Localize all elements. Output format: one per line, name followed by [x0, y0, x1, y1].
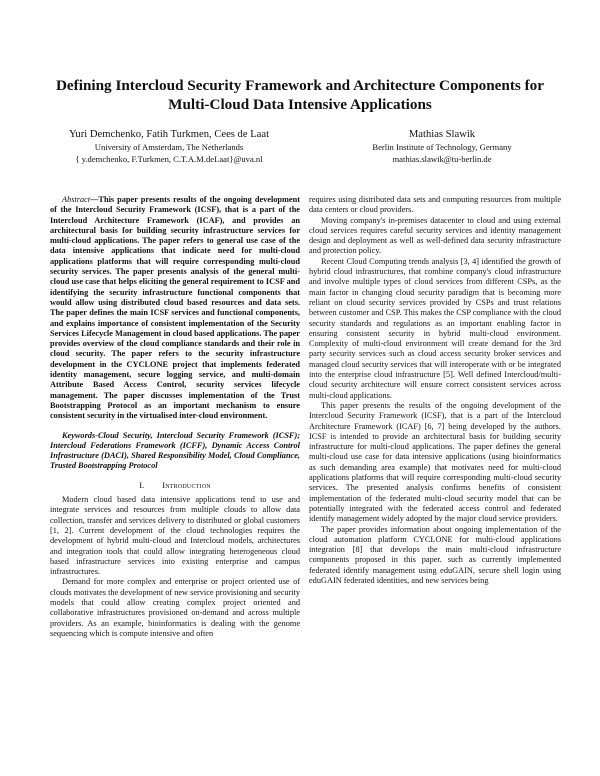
author-block-right [322, 128, 562, 165]
left-column [50, 195, 300, 639]
body-paragraph: Recent Cloud Computing trends analysis [3, 4] identified the growth of hybrid cloud infrastructures, that combine company's cloud infrastructure and involve multiple types of cloud services from different CSPs, as the main factor in changing cloud security paradigm that is becoming more reliant on cloud security services provided by CSPs and trust relations between customer and CSP. This makes the CSP compliance with the cloud security standards and regulations as an important enabling factor in ensuring consistent security in hybrid multi-cloud environment. Complexity of multi-cloud environment will create demand for the 3rd party security services such as cloud access security broker services and managed cloud security services that will interoperate with or be integrated into the enterprise cloud infrastructure [5]. Well defined Intercloud/multi-cloud security architecture will ensure correct consistent services across multi-cloud applications. [309, 256, 561, 400]
author-emails: { y.demchenko, F.Turkmen, C.T.A.M.deLaat}@uva.nl [75, 153, 263, 164]
keywords: Keywords-Cloud Security, Intercloud Security Framework (ICSF); Intercloud Federations Framework (ICFF), Dynamic Access Control Infrastructure (DACI), Shared Responsibility Model, Cloud Compliance, Trusted Bootstrapping Protocol [50, 430, 300, 471]
author-names: Yuri Demchenko, Fatih Turkmen, Cees de Laat [68, 129, 270, 140]
body-paragraph: Moving company's in-premises datacenter to cloud and using external cloud services requires careful security services and identity management design and deployment as well as well-defined data security infrastructure and protection policy. [309, 215, 561, 256]
author-names: Mathias Slawik [408, 129, 476, 140]
body-paragraph: This paper presents the results of the ongoing development of the Intercloud Security Framework (ICSF), that is a part of the Intercloud Architecture Framework (ICAF) [6, 7] being developed by the authors. ICSF is intended to provide an architectural basis for building security infrastructure for multi-cloud applications. The paper defines the general multi-cloud use case for data intensive applications (using bioinformatics as such demanding area example) that motivates need for multi-cloud applications platforms that will require corresponding multi-cloud security services. The presented analysis confirms benefits of consistent implementation of the federated multi-cloud security model that can be potentially integrated with the federated access control and federated identify management widely adopted by the major cloud service providers. [309, 400, 561, 524]
author-emails: mathias.slawik@tu-berlin.de [392, 153, 492, 164]
right-column [309, 195, 561, 586]
body-paragraph: The paper provides information about ongoing implementation of the cloud automation platform CYCLONE for multi-cloud applications integration [8] that develops the main multi-cloud infrastructure components proposed in this paper. such as currently implemented federated identify management using eduGAIN, secure shell login using eduGAIN federated identities, and new services being [309, 524, 561, 585]
author-affiliation: University of Amsterdam, The Netherlands [94, 142, 244, 152]
abstract [50, 195, 300, 422]
abstract-label: Abstract [62, 195, 91, 204]
author-affiliation: Berlin Institute of Technology, Germany [372, 142, 512, 152]
body-paragraph: Modern cloud based data intensive applications tend to use and integrate services and resources from multiple clouds to allow data collection, transfer and services delivery to distributed or global customers [1, 2]. Current development of the cloud technologies requires the development of hybrid multi-cloud and Intercloud models, architectures and integration tools that could allow integrating heterogeneous cloud based infrastructure services into existing enterprise and campus infrastructures. [50, 495, 300, 577]
section-heading [50, 480, 300, 490]
paper-title: Defining Intercloud Security Framework and Architecture Components for Multi-Cloud Data Intensive Applications [55, 77, 545, 113]
section-title: Introduction [162, 479, 211, 490]
section-number: I. [139, 479, 145, 490]
body-paragraph: requires using distributed data sets and computing resources from multiple data centers or cloud providers. [309, 195, 561, 215]
author-block-left [44, 128, 294, 165]
abstract-text: —This paper presents results of the ongoing development of the Intercloud Security Framework (ICSF), that is a part of the Intercloud Architecture Framework (ICAF), and provides an architectural basis for building security infrastructure services for multi-cloud applications. The paper refers to general use case of the data intensive applications that indicate need for multi-cloud applications platforms that will require corresponding multi-cloud security services. The paper presents analysis of the general multi-cloud use case that helps eliciting the general requirement to ICSF and identifying the security infrastructure functional components that would allow using distributed cloud based resources and data sets. The paper defines the main ICSF services and functional components, and explains importance of consistent implementation of the Security Services Lifecycle Management in cloud based applications. The paper provides overview of the cloud compliance standards and their role in cloud security. The paper refers to the security infrastructure development in the CYCLONE project that implements federated identity management, secure logging service, and multi-domain Attribute Based Access Control, security services lifecycle management. The paper discusses implementation of the Trust Bootstrapping Protocol as an important mechanism to ensure consistent security in the virtualised inter-cloud environment. [50, 195, 300, 421]
body-paragraph: Demand for more complex and enterprise or project oriented use of clouds motivates the development of new service provisioning and security models that could allow creating complex project oriented and collaborative infrastructures provisioned on-demand and across multiple providers. As an example, bioinformatics is dealing with the genome sequencing which is compute intensive and often [50, 577, 300, 638]
